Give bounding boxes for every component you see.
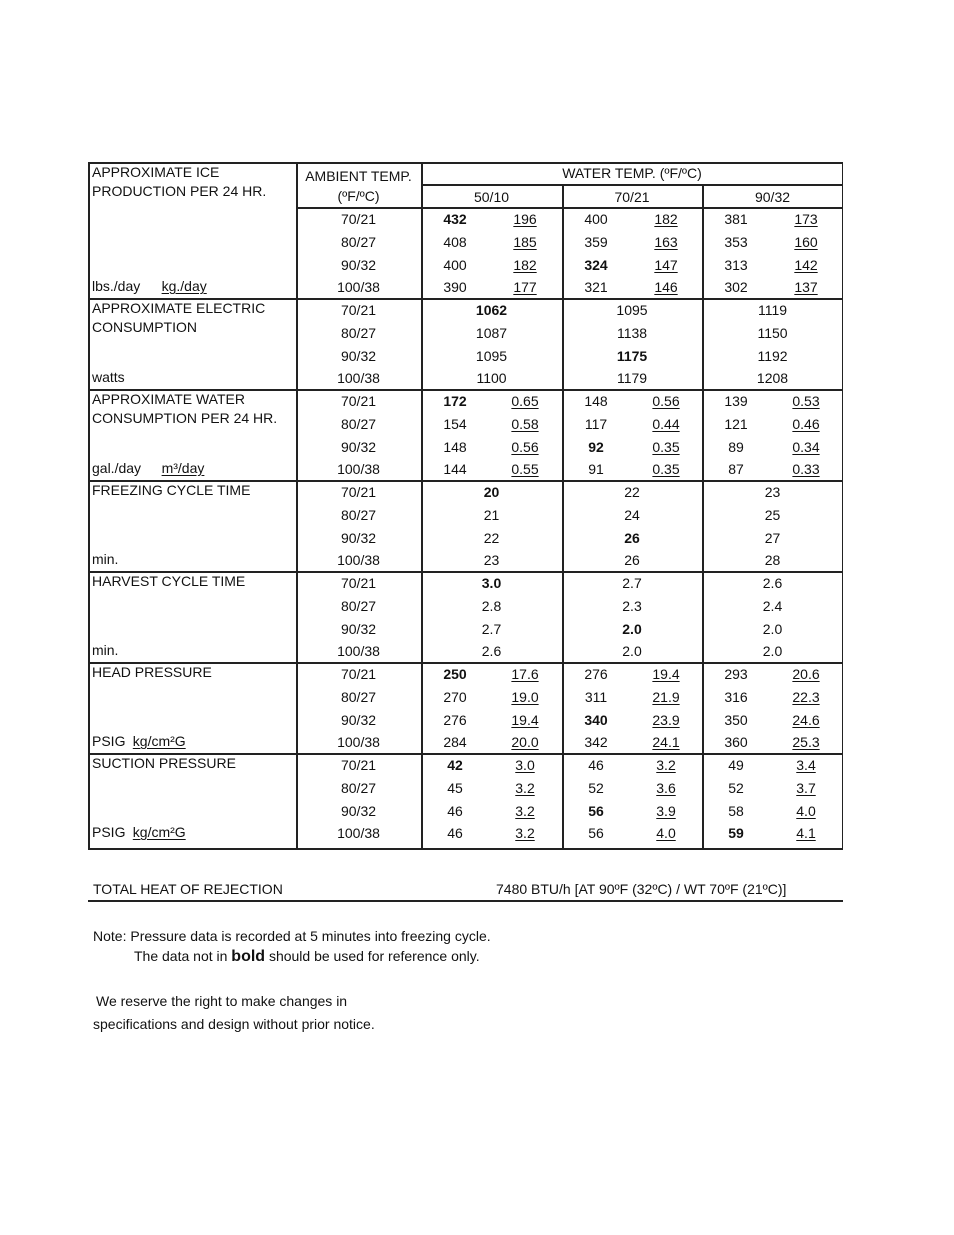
section-title: CONSUMPTION PER 24 HR.: [92, 410, 278, 426]
imperial-value: 59: [728, 825, 744, 841]
ambient-value: 90/32: [340, 257, 377, 273]
header-bottom-border: [296, 207, 843, 209]
section-title: FREEZING CYCLE TIME: [92, 482, 251, 498]
imperial-value: 46: [588, 757, 604, 773]
note-line-1: Note: Pressure data is recorded at 5 minutes into freezing cycle.: [93, 928, 491, 944]
table-right-border: [842, 162, 844, 849]
metric-value: 4.0: [656, 825, 676, 841]
imperial-value: 350: [724, 712, 748, 728]
imperial-value: 432: [443, 211, 467, 227]
value: 1062: [475, 302, 508, 318]
imperial-value: 148: [584, 393, 608, 409]
ambient-column-divider: [296, 162, 298, 849]
metric-value: 173: [794, 211, 818, 227]
value: 2.0: [762, 621, 783, 637]
imperial-value: 250: [443, 666, 467, 682]
metric-value: 0.55: [511, 461, 539, 477]
ambient-temp-header: AMBIENT TEMP.: [305, 168, 412, 184]
ambient-value: 100/38: [337, 461, 380, 477]
metric-value: 185: [513, 234, 537, 250]
value: 1095: [616, 302, 648, 318]
unit-metric: kg./day: [161, 278, 207, 294]
value: 28: [764, 552, 781, 568]
metric-value: 177: [513, 279, 537, 295]
section-title: SUCTION PRESSURE: [92, 755, 236, 771]
imperial-value: 340: [584, 712, 608, 728]
water-temp-header: WATER TEMP. (ºF/ºC): [562, 165, 702, 181]
metric-value: 4.1: [796, 825, 816, 841]
imperial-value: 121: [724, 416, 748, 432]
imperial-value: 353: [724, 234, 748, 250]
ambient-value: 80/27: [340, 507, 377, 523]
value: 1179: [616, 370, 648, 386]
imperial-value: 49: [728, 757, 744, 773]
unit-imperial: PSIG: [92, 733, 126, 749]
metric-value: 182: [513, 257, 537, 273]
value: 1175: [616, 348, 648, 364]
metric-value: 17.6: [511, 666, 539, 682]
metric-value: 23.9: [652, 712, 680, 728]
value: 26: [624, 552, 640, 568]
imperial-value: 293: [724, 666, 748, 682]
value: 1208: [756, 370, 789, 386]
unit-imperial: min.: [92, 642, 119, 658]
ambient-value: 90/32: [340, 530, 377, 546]
metric-value: 137: [794, 279, 818, 295]
imperial-value: 91: [588, 461, 604, 477]
value: 26: [624, 530, 640, 546]
value: 22: [624, 484, 640, 500]
ambient-value: 70/21: [340, 302, 377, 318]
water-column-divider: [421, 162, 423, 849]
metric-value: 3.4: [796, 757, 816, 773]
ambient-value: 90/32: [340, 439, 377, 455]
metric-value: 196: [513, 211, 537, 227]
metric-value: 0.46: [792, 416, 820, 432]
imperial-value: 342: [584, 734, 608, 750]
section-title: HEAD PRESSURE: [92, 664, 212, 680]
ambient-value: 70/21: [340, 484, 377, 500]
note-bold-word: bold: [231, 948, 266, 965]
metric-value: 3.6: [656, 780, 676, 796]
imperial-value: 276: [443, 712, 467, 728]
ambient-value: 70/21: [340, 666, 377, 682]
metric-value: 19.4: [652, 666, 680, 682]
metric-value: 22.3: [792, 689, 820, 705]
metric-value: 0.35: [652, 461, 680, 477]
value: 25: [764, 507, 781, 523]
value: 2.7: [622, 575, 642, 591]
metric-value: 19.0: [511, 689, 539, 705]
value: 2.3: [622, 598, 642, 614]
metric-value: 0.34: [792, 439, 820, 455]
ambient-value: 100/38: [337, 552, 380, 568]
ambient-value: 100/38: [337, 370, 380, 386]
imperial-value: 56: [588, 825, 604, 841]
heat-label: TOTAL HEAT OF REJECTION: [93, 881, 283, 897]
imperial-value: 324: [584, 257, 608, 273]
imperial-value: 316: [724, 689, 748, 705]
imperial-value: 359: [584, 234, 608, 250]
imperial-value: 46: [447, 825, 463, 841]
ambient-value: 90/32: [340, 348, 377, 364]
ambient-value: 70/21: [340, 393, 377, 409]
metric-value: 3.2: [515, 825, 535, 841]
ambient-temp-unit: (ºF/ºC): [337, 188, 380, 204]
imperial-value: 139: [724, 393, 748, 409]
section-title: HARVEST CYCLE TIME: [92, 573, 246, 589]
section-title: PRODUCTION PER 24 HR.: [92, 183, 267, 199]
value: 1087: [475, 325, 508, 341]
metric-value: 0.58: [511, 416, 539, 432]
metric-value: 3.7: [796, 780, 816, 796]
metric-value: 0.53: [792, 393, 820, 409]
imperial-value: 52: [588, 780, 604, 796]
imperial-value: 408: [443, 234, 467, 250]
metric-value: 0.35: [652, 439, 680, 455]
table-bottom-border: [88, 848, 843, 850]
ambient-value: 100/38: [337, 825, 380, 841]
value: 22: [483, 530, 500, 546]
water-temp-col-2: 70/21: [614, 189, 650, 205]
water-temp-col-3: 90/32: [754, 189, 791, 205]
value: 1119: [757, 302, 788, 318]
value: 27: [764, 530, 781, 546]
imperial-value: 381: [724, 211, 748, 227]
imperial-value: 360: [724, 734, 748, 750]
imperial-value: 154: [443, 416, 467, 432]
heat-underline: [88, 900, 843, 902]
metric-value: 0.65: [511, 393, 539, 409]
value: 21: [483, 507, 500, 523]
heat-value: 7480 BTU/h [AT 90ºF (32ºC) / WT 70ºF (21ºC)]: [496, 881, 787, 897]
metric-value: 24.1: [652, 734, 680, 750]
value: 2.6: [481, 643, 502, 659]
imperial-value: 56: [588, 803, 604, 819]
water-subheader-divider: [421, 184, 843, 186]
value: 1150: [757, 325, 788, 341]
imperial-value: 313: [724, 257, 748, 273]
value: 2.8: [481, 598, 502, 614]
imperial-value: 270: [443, 689, 467, 705]
imperial-value: 400: [584, 211, 608, 227]
imperial-value: 89: [728, 439, 744, 455]
imperial-value: 172: [443, 393, 467, 409]
imperial-value: 302: [724, 279, 748, 295]
metric-value: 182: [654, 211, 678, 227]
section-title: CONSUMPTION: [92, 319, 197, 335]
ambient-value: 70/21: [340, 575, 377, 591]
value: 2.0: [622, 643, 642, 659]
metric-value: 147: [654, 257, 678, 273]
disclaimer: [93, 990, 375, 1036]
metric-value: 142: [794, 257, 818, 273]
imperial-value: 117: [584, 416, 608, 432]
section-title: APPROXIMATE ICE: [92, 164, 220, 180]
ambient-value: 80/27: [340, 780, 377, 796]
ambient-value: 80/27: [340, 416, 377, 432]
ambient-value: 90/32: [340, 621, 377, 637]
metric-value: 0.56: [511, 439, 539, 455]
water-50-70-divider: [562, 184, 564, 849]
value: 1192: [757, 348, 788, 364]
total-heat-of-rejection-row: [88, 878, 843, 902]
value: 2.4: [762, 598, 783, 614]
value: 20: [483, 484, 500, 500]
imperial-value: 321: [584, 279, 608, 295]
value: 3.0: [481, 575, 502, 591]
imperial-value: 400: [443, 257, 467, 273]
metric-value: 163: [654, 234, 678, 250]
metric-value: 160: [794, 234, 818, 250]
value: 23: [764, 484, 781, 500]
value: 2.0: [622, 621, 642, 637]
ambient-value: 80/27: [340, 689, 377, 705]
metric-value: 0.56: [652, 393, 680, 409]
unit-metric: m³/day: [161, 460, 205, 476]
imperial-value: 276: [584, 666, 608, 682]
imperial-value: 45: [447, 780, 463, 796]
value: 1100: [476, 370, 507, 386]
metric-value: 21.9: [652, 689, 680, 705]
metric-value: 4.0: [796, 803, 816, 819]
ambient-value: 90/32: [340, 712, 377, 728]
metric-value: 19.4: [511, 712, 539, 728]
imperial-value: 58: [728, 803, 744, 819]
unit-imperial: PSIG: [92, 824, 126, 840]
unit-imperial: min.: [92, 551, 119, 567]
section-title: APPROXIMATE ELECTRIC: [92, 300, 266, 316]
value: 24: [624, 507, 640, 523]
ambient-value: 100/38: [337, 734, 380, 750]
metric-value: 20.0: [511, 734, 539, 750]
note: [93, 926, 491, 967]
unit-imperial: lbs./day: [92, 278, 141, 294]
imperial-value: 311: [584, 689, 608, 705]
imperial-value: 87: [728, 461, 744, 477]
imperial-value: 42: [447, 757, 463, 773]
metric-value: 3.0: [515, 757, 535, 773]
disclaimer-line-2: specifications and design without prior notice.: [93, 1016, 375, 1032]
water-temp-col-1: 50/10: [473, 189, 510, 205]
value: 2.0: [762, 643, 783, 659]
ambient-value: 100/38: [337, 643, 380, 659]
imperial-value: 144: [443, 461, 467, 477]
table-left-border: [88, 162, 90, 849]
metric-value: 3.2: [656, 757, 676, 773]
section-title: APPROXIMATE WATER: [92, 391, 245, 407]
unit-imperial: watts: [92, 369, 125, 385]
imperial-value: 284: [443, 734, 467, 750]
ambient-value: 80/27: [340, 234, 377, 250]
value: 23: [483, 552, 500, 568]
ambient-value: 80/27: [340, 325, 377, 341]
imperial-value: 46: [447, 803, 463, 819]
metric-value: 0.44: [652, 416, 680, 432]
ambient-value: 70/21: [340, 211, 377, 227]
disclaimer-line-1: We reserve the right to make changes in: [96, 993, 348, 1009]
metric-value: 3.9: [656, 803, 676, 819]
metric-value: 25.3: [792, 734, 820, 750]
value: 1138: [616, 325, 648, 341]
value: 2.6: [762, 575, 783, 591]
water-70-90-divider: [702, 184, 704, 849]
ambient-value: 100/38: [337, 279, 380, 295]
metric-value: 3.2: [515, 780, 535, 796]
imperial-value: 390: [443, 279, 467, 295]
unit-metric: kg/cm²G: [132, 824, 186, 840]
ambient-value: 70/21: [340, 757, 377, 773]
imperial-value: 92: [588, 439, 604, 455]
ambient-value: 90/32: [340, 803, 377, 819]
value: 1095: [475, 348, 508, 364]
unit-metric: kg/cm²G: [132, 733, 186, 749]
metric-value: 24.6: [792, 712, 820, 728]
ambient-value: 80/27: [340, 598, 377, 614]
metric-value: 146: [654, 279, 678, 295]
metric-value: 20.6: [792, 666, 820, 682]
unit-imperial: gal./day: [92, 460, 142, 476]
value: 2.7: [481, 621, 502, 637]
metric-value: 0.33: [792, 461, 820, 477]
specification-table: [88, 162, 843, 849]
imperial-value: 148: [443, 439, 467, 455]
note-line-2: The data not in bold should be used for reference only.: [134, 948, 480, 965]
metric-value: 3.2: [515, 803, 535, 819]
imperial-value: 52: [728, 780, 744, 796]
